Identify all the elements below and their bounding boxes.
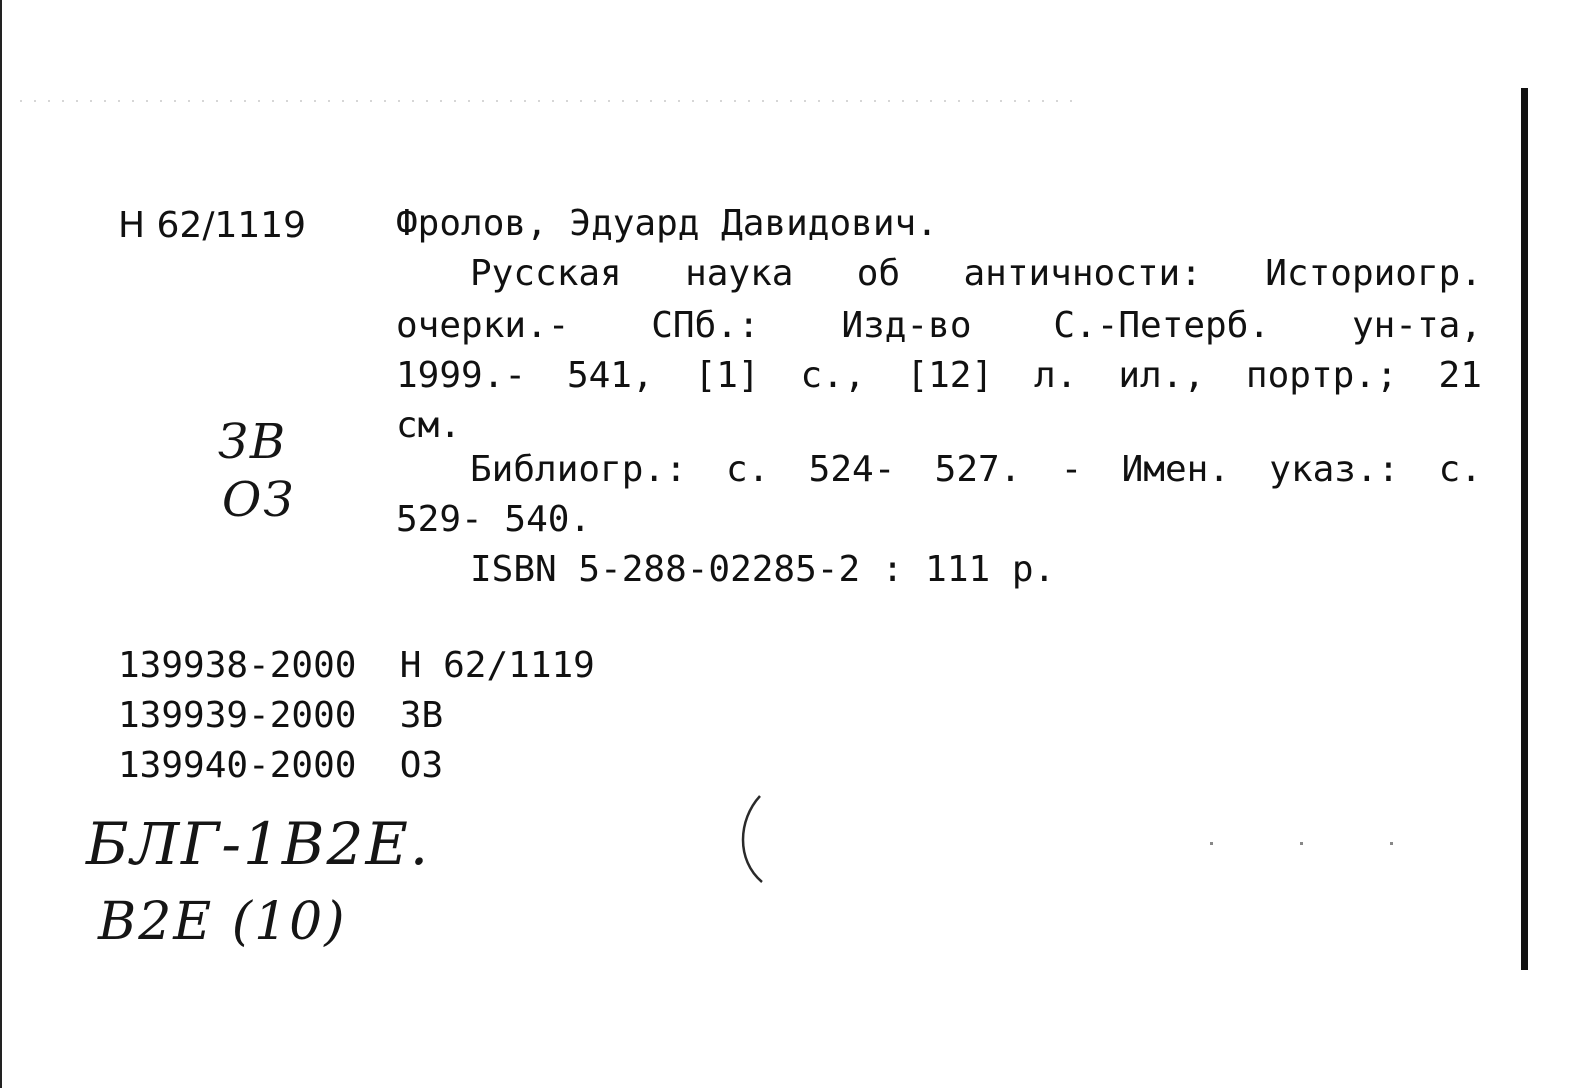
title-line-4: см.: [396, 405, 462, 446]
title-line-3: 1999.- 541, [1] с., [12] л. ил., портр.; 21: [396, 355, 1482, 396]
card-right-border: [1521, 88, 1528, 970]
copy-location: ОЗ: [399, 745, 444, 786]
handwritten-margin-bottom: ОЗ: [222, 472, 296, 528]
stray-pen-stroke: [728, 790, 788, 890]
author-heading: Фролов, Эдуард Давидович.: [396, 203, 938, 244]
handwritten-classification-1: БЛГ-1В2Е.: [86, 810, 431, 878]
isbn-line: ISBN 5-288-02285-2 : 111 р.: [470, 549, 1056, 590]
shelfmark: Н 62/1119: [118, 205, 307, 246]
copy-location: ЗВ: [399, 695, 444, 736]
title-line-2: очерки.- СПб.: Изд-во С.-Петерб. ун-та,: [396, 305, 1482, 346]
copy-row-2: [118, 695, 444, 736]
copy-row-3: [118, 745, 444, 786]
handwritten-margin-top: ЗВ: [218, 414, 288, 470]
notes-line-2: 529- 540.: [396, 499, 592, 540]
notes-line-1: Библиогр.: с. 524- 527. - Имен. указ.: с.: [470, 449, 1482, 490]
inventory-number: 139938-2000: [118, 645, 357, 686]
handwritten-classification-2: В2Е (10): [98, 892, 347, 952]
scan-dots-bottom: [1210, 842, 1480, 845]
inventory-number: 139939-2000: [118, 695, 357, 736]
title-line-1: Русская наука об античности: Историогр.: [470, 253, 1482, 294]
scan-dots-top: [20, 100, 1080, 102]
copy-row-1: [118, 645, 595, 686]
card-left-edge: [0, 0, 2, 1088]
inventory-number: 139940-2000: [118, 745, 357, 786]
copy-location: Н 62/1119: [399, 645, 595, 686]
